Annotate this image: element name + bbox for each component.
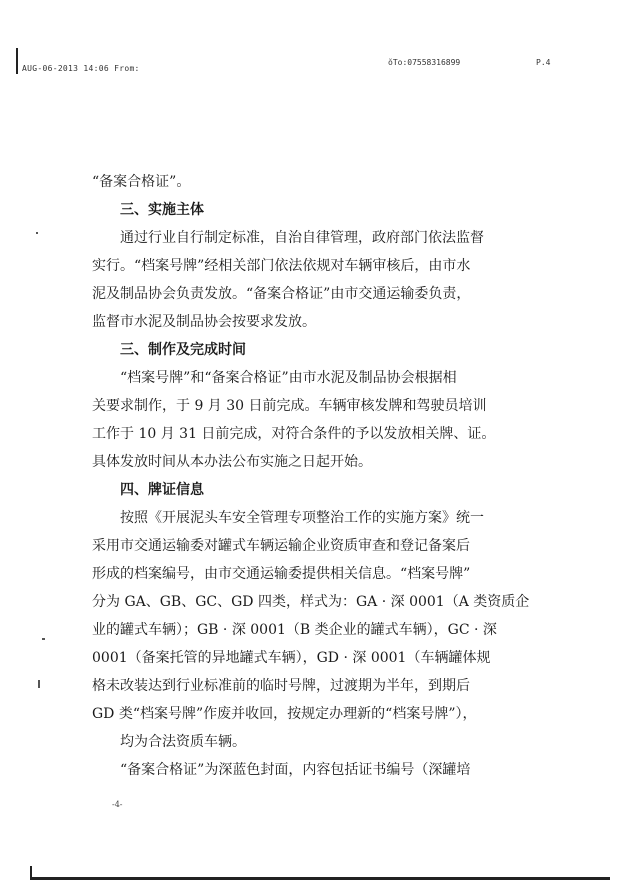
text-line: “备案合格证”。 bbox=[92, 174, 191, 190]
text-line: 业的罐式车辆）；GB · 深 0001（B 类企业的罐式车辆），GC · 深 bbox=[92, 622, 497, 638]
section-heading: 三、制作及完成时间 bbox=[120, 342, 246, 358]
text-line: 工作于 10 月 31 日前完成，对符合条件的予以发放相关牌、证。 bbox=[92, 426, 496, 442]
text-line: GD 类“档案号牌”作废并收回，按规定办理新的“档案号牌”）， bbox=[92, 706, 477, 722]
text-line: 形成的档案编号，由市交通运输委提供相关信息。“档案号牌” bbox=[92, 566, 471, 582]
text-line: “档案号牌”和“备案合格证”由市水泥及制品协会根据相 bbox=[120, 370, 457, 386]
text-line: 实行。“档案号牌”经相关部门依法依规对车辆审核后，由市水 bbox=[92, 258, 471, 274]
text-line: 按照《开展泥头车安全管理专项整治工作的实施方案》统一 bbox=[120, 510, 484, 526]
text-line: 均为合法资质车辆。 bbox=[120, 734, 246, 750]
text-line: 泥及制品协会负责发放。“备案合格证”由市交通运输委负责， bbox=[92, 286, 471, 302]
text-line: 0001（备案托管的异地罐式车辆），GD · 深 0001（车辆罐体规 bbox=[92, 650, 491, 666]
scan-speck bbox=[38, 680, 40, 688]
scan-speck bbox=[42, 638, 45, 640]
fax-header-date: AUG-06-2013 14:06 From: bbox=[22, 64, 140, 73]
fax-header-recipient: ŏTo:07558316899 bbox=[388, 58, 461, 67]
text-line: 通过行业自行制定标准，自治自律管理，政府部门依法监督 bbox=[120, 230, 484, 246]
text-line: “备案合格证”为深蓝色封面，内容包括证书编号（深罐培 bbox=[120, 762, 471, 778]
fax-header-page: P.4 bbox=[536, 58, 551, 67]
text-line: 格未改装达到行业标准前的临时号牌，过渡期为半年，到期后 bbox=[92, 678, 470, 694]
section-heading: 四、牌证信息 bbox=[120, 482, 204, 498]
text-line: 监督市水泥及制品协会按要求发放。 bbox=[92, 314, 316, 330]
scan-edge-mark bbox=[16, 48, 18, 74]
scan-speck bbox=[36, 232, 38, 234]
section-heading: 三、实施主体 bbox=[120, 202, 204, 218]
text-line: 具体发放时间从本办法公布实施之日起开始。 bbox=[92, 454, 372, 470]
scan-bottom-line bbox=[30, 877, 610, 880]
text-line: 分为 GA、GB、GC、GD 四类，样式为：GA · 深 0001（A 类资质企 bbox=[92, 594, 530, 610]
document-body bbox=[92, 168, 552, 784]
page-number: -4- bbox=[112, 800, 123, 809]
text-line: 关要求制作，于 9 月 30 日前完成。车辆审核发牌和驾驶员培训 bbox=[92, 398, 487, 414]
text-line: 采用市交通运输委对罐式车辆运输企业资质审查和登记备案后 bbox=[92, 538, 470, 554]
